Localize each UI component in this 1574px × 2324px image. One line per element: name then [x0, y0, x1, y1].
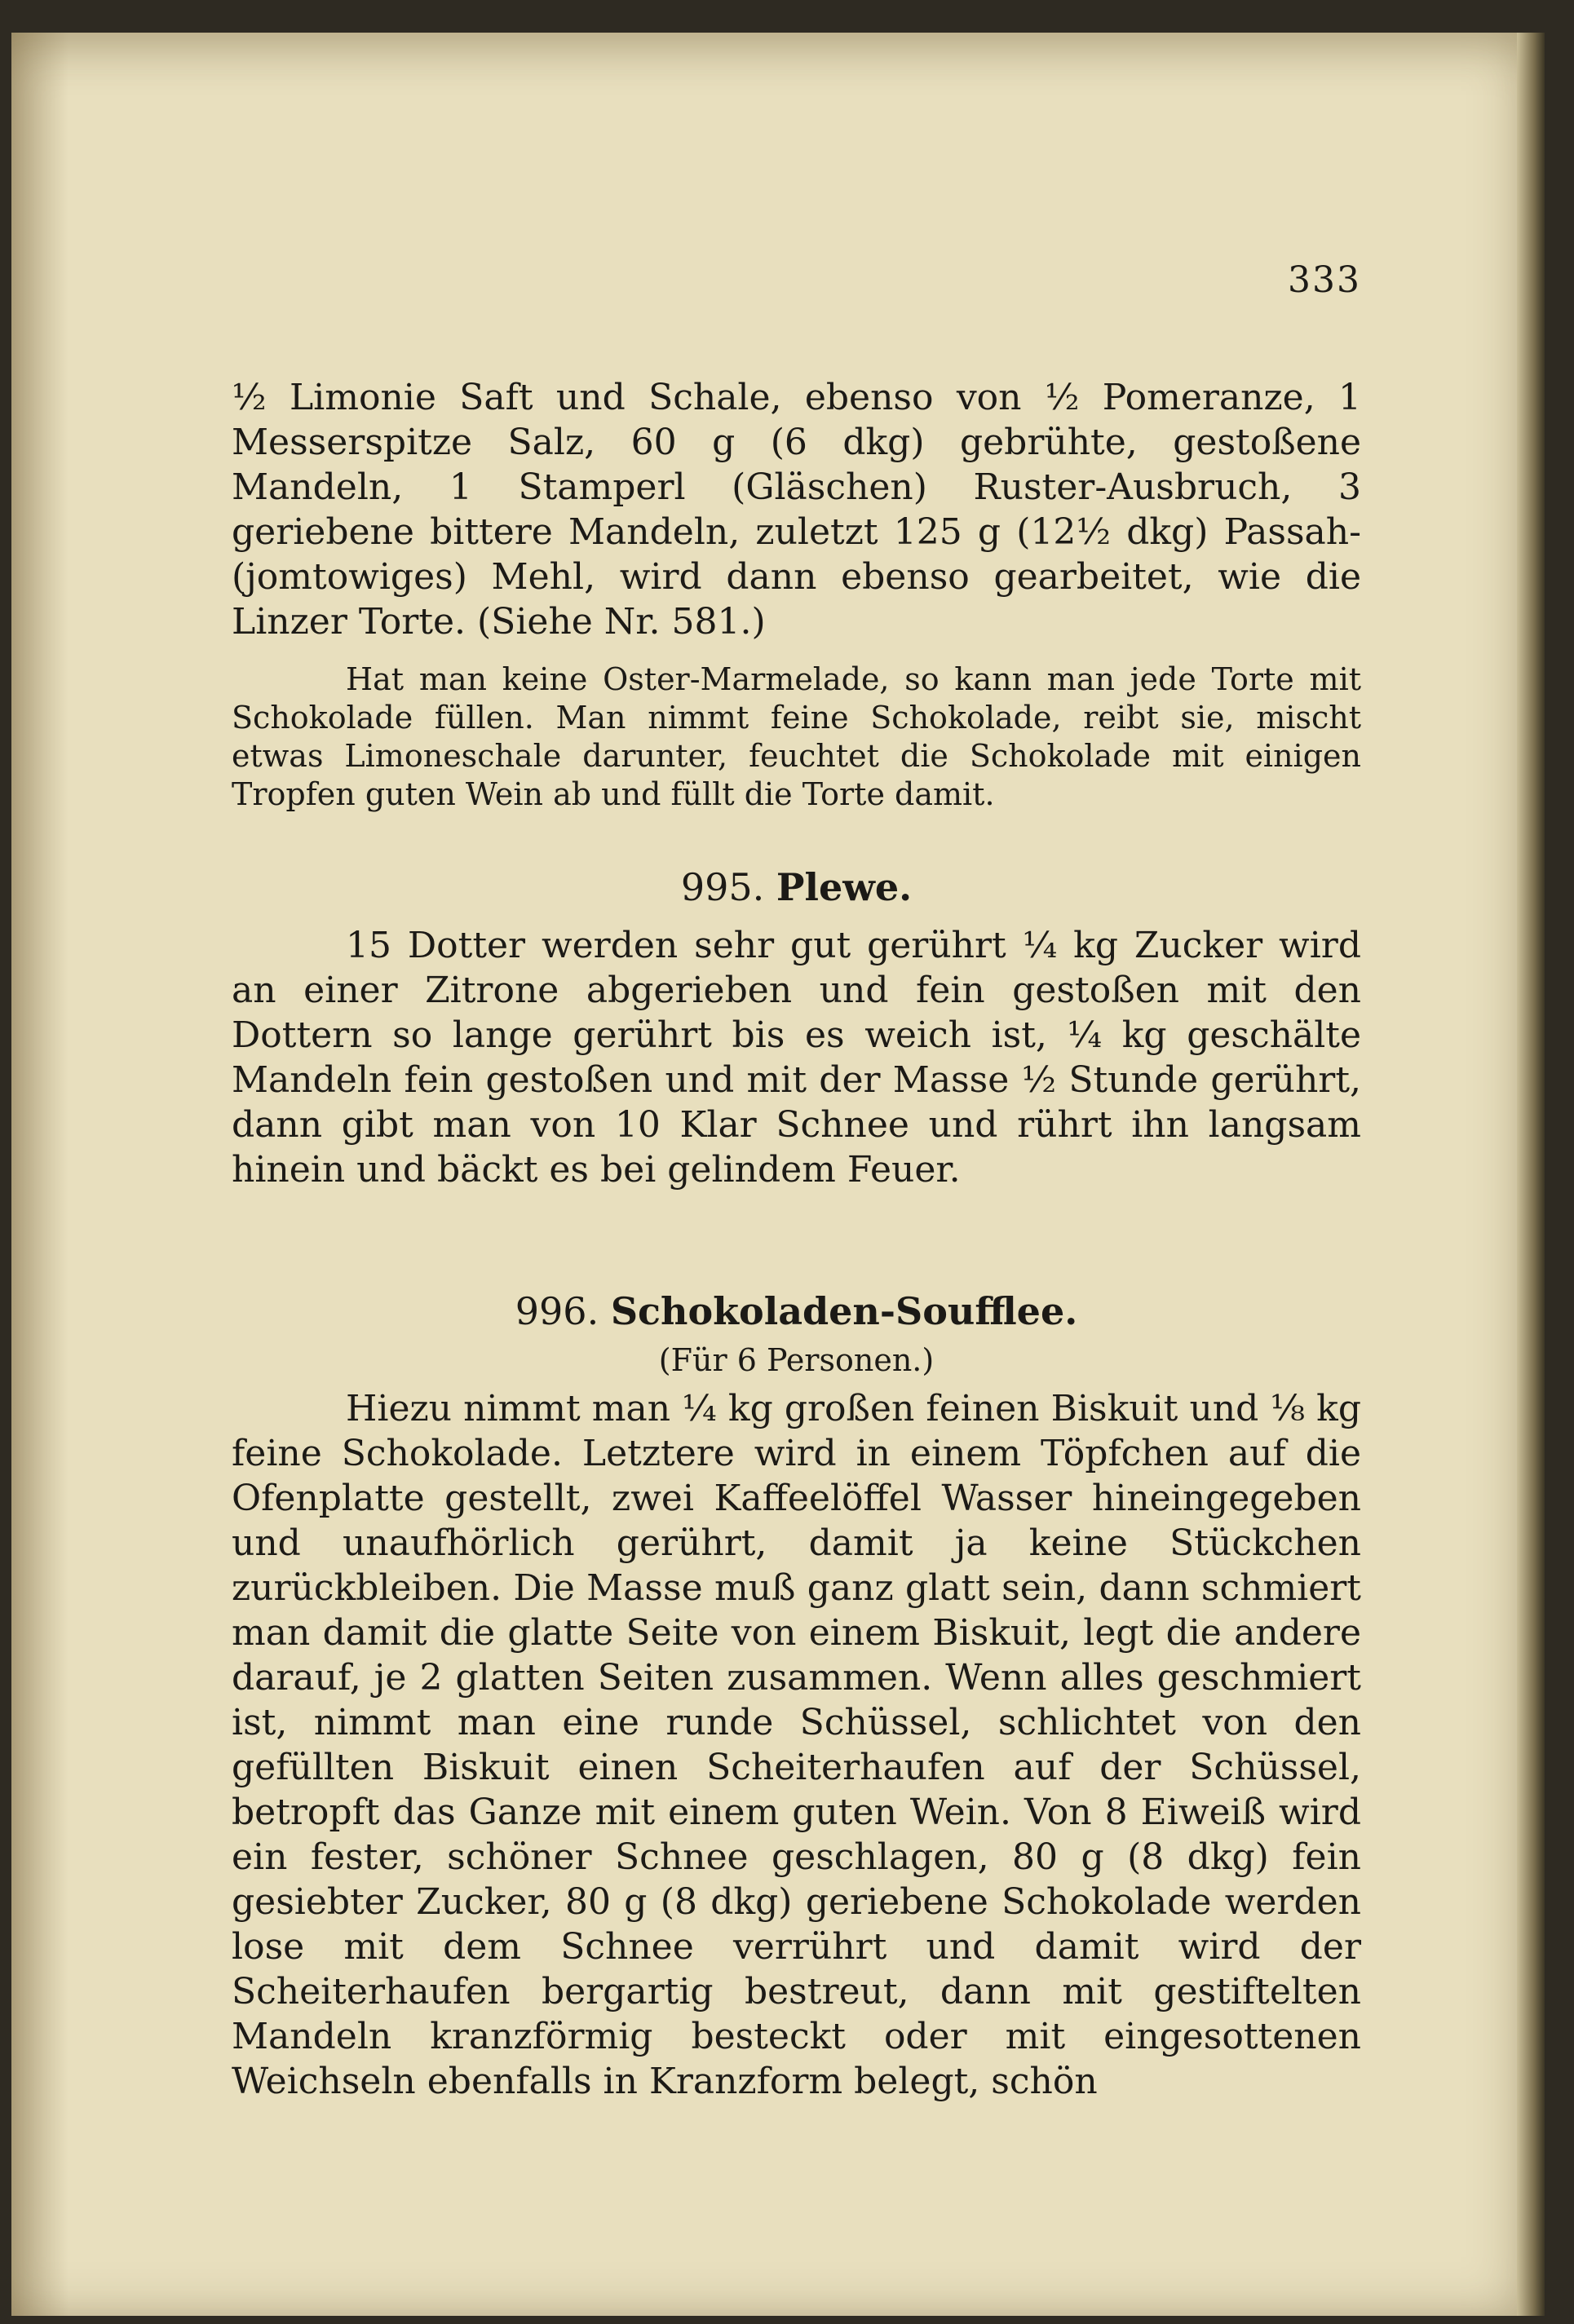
- book-page: [11, 33, 1545, 2316]
- intro-paragraph-block: [232, 375, 1361, 644]
- recipe-title: Plewe.: [776, 865, 913, 909]
- intro-paragraph: ½ Limonie Saft und Schale, ebenso von ½ Pomeranze, 1 Messerspitze Salz, 60 g (6 dkg) gebrühte, gestoßene Mandeln, 1 Stamperl (Gläschen) Ruster-Ausbruch, 3 geriebene bittere Mandeln, zuletzt 125 g (12½ dkg) Passah- (jomtowiges) Mehl, wird dann ebenso gearbeitet, wie die Linzer Torte. (Siehe Nr. 581.): [232, 377, 1361, 643]
- recipe-text: Hiezu nimmt man ¼ kg großen feinen Biskuit und ⅛ kg feine Schokolade. Letztere wird in einem Töpfchen auf die Ofenplatte gestellt, zwei Kaffeelöffel Wasser hineingegeben und unaufhörlich gerührt, damit ja keine Stückchen zurückbleiben. Die Masse muß ganz glatt sein, dann schmiert man damit die glatte Seite von einem Biskuit, legt die andere darauf, je 2 glatten Seiten zusammen. Wenn alles geschmiert ist, nimmt man eine runde Schüssel, schlichtet von den gefüllten Biskuit einen Scheiterhaufen auf der Schüssel, betropft das Ganze mit einem guten Wein. Von 8 Eiweiß wird ein fester, schöner Schnee geschlagen, 80 g (8 dkg) fein gesiebter Zucker, 80 g (8 dkg) geriebene Schokolade werden lose mit dem Schnee verrührt und damit wird der Scheiterhaufen bergartig bestreut, dann mit gestiftelten Mandeln kranzförmig besteckt oder mit eingesottenen Weichseln ebenfalls in Kranzform belegt, schön: [232, 1388, 1361, 2102]
- recipe-number: 995.: [680, 865, 765, 909]
- page-spine-shadow: [11, 33, 69, 2316]
- recipe-servings: (Für 6 Personen.): [658, 1342, 935, 1378]
- recipe-text: 15 Dotter werden sehr gut gerührt ¼ kg Zucker wird an einer Zitrone abgerieben und fein gestoßen mit den Dottern so lange gerührt bis es weich ist, ¼ kg geschälte Mandeln fein gestoßen und mit der Masse ½ Stunde gerührt, dann gibt man von 10 Klar Schnee und rührt ihn langsam hinein und bäckt es bei gelindem Feuer.: [232, 925, 1361, 1191]
- recipe-heading: [232, 1288, 1361, 1334]
- recipe-title: Schokoladen-Soufflee.: [610, 1289, 1078, 1333]
- recipe-996: [232, 1288, 1361, 2104]
- page-edge: [1517, 33, 1545, 2316]
- page-number: 333: [1288, 259, 1361, 301]
- note-paragraph-block: [232, 661, 1361, 814]
- note-paragraph: Hat man keine Oster-Marmelade, so kann man jede Torte mit Schokolade füllen. Man nimmt feine Schokolade, reibt sie, mischt etwas Limoneschale darunter, feuchtet die Schokolade mit einigen Tropfen guten Wein ab und füllt die Torte damit.: [232, 661, 1361, 812]
- recipe-995: [232, 864, 1361, 1192]
- recipe-heading: [232, 864, 1361, 910]
- recipe-number: 996.: [515, 1289, 599, 1333]
